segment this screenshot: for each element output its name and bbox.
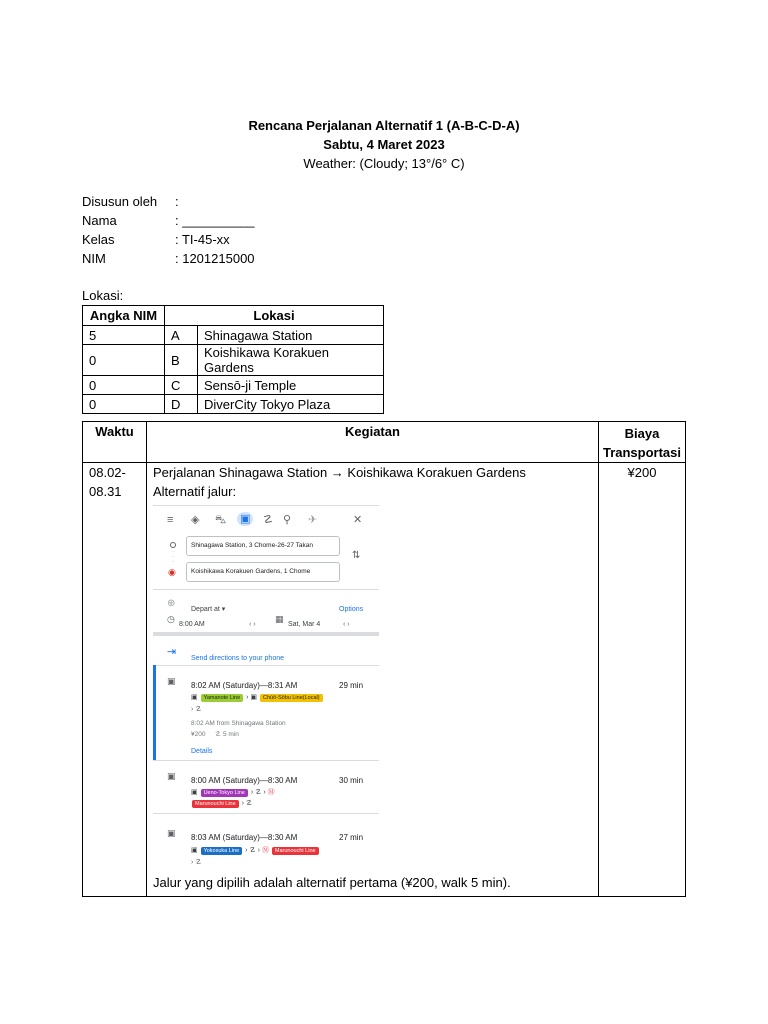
- chevron-right-icon: ›: [246, 694, 249, 701]
- line-badge: Ueno-Tokyo Line: [201, 789, 248, 797]
- train-icon: ▣: [191, 694, 198, 701]
- send-directions-link[interactable]: Send directions to your phone: [191, 655, 285, 662]
- bicycle-icon[interactable]: ⚲: [283, 514, 292, 526]
- depart-date[interactable]: Sat, Mar 4: [288, 621, 321, 628]
- route-description: Perjalanan Shinagawa Station → Koishikawa Korakuen Gardens: [153, 465, 526, 480]
- location-code: C: [165, 376, 198, 395]
- train-icon: ▣: [250, 694, 258, 701]
- metro-icon: Ⓜ: [267, 789, 275, 796]
- nim-digit: 0: [83, 376, 165, 395]
- location-code: A: [165, 326, 198, 345]
- nim-digit: 0: [83, 345, 165, 376]
- location-name: Koishikawa Korakuen Gardens: [198, 345, 384, 376]
- destination-pin-icon: ◉: [168, 567, 176, 577]
- header-kegiatan: Kegiatan: [147, 422, 599, 463]
- nim-digit: 0: [83, 395, 165, 414]
- line-badge: Chūō-Sōbu Line(Local): [260, 694, 323, 702]
- chevron-right-icon: ›: [250, 789, 254, 796]
- route-1-fare: ¥200: [191, 731, 206, 738]
- depart-at-label: Depart at: [191, 606, 220, 613]
- train-icon: ▣: [191, 789, 198, 796]
- origin-icon: [170, 542, 176, 548]
- nim-label: NIM: [82, 251, 106, 266]
- line-badge: Marunouchi Line: [272, 847, 319, 855]
- walk-icon: ☡: [249, 847, 256, 854]
- calendar-icon: ▦: [275, 614, 284, 624]
- chevron-right-icon: ›: [241, 800, 244, 807]
- chevron-right-icon: ›: [245, 847, 248, 854]
- train-icon: ▣: [167, 828, 176, 838]
- table-row: [83, 395, 384, 414]
- route-dots-icon: · · ·: [172, 549, 174, 565]
- location-table-header: [83, 306, 384, 326]
- route-3-walk-steps: › ☡: [191, 859, 202, 866]
- train-icon: ▣: [167, 676, 176, 686]
- author-label: Disusun oleh: [82, 194, 158, 209]
- walk-icon: ☡: [215, 731, 221, 738]
- route-1-details-link[interactable]: Details: [191, 748, 213, 755]
- options-link[interactable]: Options: [339, 606, 364, 613]
- destination-input[interactable]: Koishikawa Korakuen Gardens, 1 Chome: [186, 562, 340, 582]
- route-1-departure: 8:02 AM from Shinagawa Station: [191, 720, 286, 727]
- swap-icon[interactable]: ⇅: [352, 550, 361, 561]
- chevron-down-icon: ▾: [221, 606, 226, 613]
- route-1-lines: [191, 688, 324, 707]
- route-2-lines-cont: [191, 794, 252, 813]
- location-code: B: [165, 345, 198, 376]
- header-biaya-line1: Biaya: [624, 426, 660, 441]
- close-icon[interactable]: ✕: [353, 514, 363, 526]
- activity-cell: [147, 463, 599, 897]
- date-stepper[interactable]: ‹ ›: [343, 621, 350, 628]
- location-table: [82, 305, 384, 414]
- flight-icon[interactable]: ✈: [308, 514, 318, 526]
- clock-icon: ◷: [167, 614, 175, 624]
- header-biaya-line2: Transportasi: [602, 445, 681, 460]
- time-stepper[interactable]: ‹ ›: [249, 621, 256, 628]
- route-3-lines: [191, 841, 320, 860]
- origin-input[interactable]: Shinagawa Station, 3 Chome-26-27 Takan: [186, 536, 340, 556]
- author-value: :: [175, 194, 179, 209]
- location-name: Shinagawa Station: [198, 326, 384, 345]
- alternatives-label: Alternatif jalur:: [153, 484, 237, 499]
- table-row: [83, 376, 384, 395]
- train-icon: ▣: [191, 847, 198, 854]
- document-date: Sabtu, 4 Maret 2023: [323, 137, 445, 152]
- activity-table-header: [83, 422, 686, 463]
- route-1-time[interactable]: 8:02 AM (Saturday)—8:31 AM: [191, 681, 298, 690]
- name-value: : __________: [175, 213, 255, 228]
- lokasi-label: Lokasi:: [82, 288, 124, 303]
- line-badge: Yokosuka Line: [201, 847, 243, 855]
- header-angka-nim: Angka NIM: [83, 306, 165, 326]
- time-cell: [83, 463, 147, 897]
- weather-line: Weather: (Cloudy; 13°/6° C): [303, 156, 465, 171]
- depart-time[interactable]: 8:00 AM: [179, 621, 205, 628]
- menu-icon[interactable]: ≡: [167, 514, 174, 526]
- conclusion-text: Jalur yang dipilih adalah alternatif pertama (¥200, walk 5 min).: [153, 875, 511, 890]
- line-badge: Marunouchi Line: [192, 800, 239, 808]
- class-label: Kelas: [82, 232, 115, 247]
- name-label: Nama: [82, 213, 117, 228]
- table-row: [83, 345, 384, 376]
- add-stop-icon[interactable]: ⊕: [167, 598, 176, 609]
- table-row: [83, 326, 384, 345]
- car-icon[interactable]: ⛍: [215, 514, 227, 526]
- time-start: 08.02-: [89, 465, 126, 480]
- transit-icon[interactable]: ▣: [237, 512, 253, 526]
- chevron-right-icon: ›: [257, 847, 260, 854]
- nim-value: : 1201215000: [175, 251, 255, 266]
- route-3-duration: 27 min: [339, 833, 364, 842]
- route-3-time[interactable]: 8:03 AM (Saturday)—8:30 AM: [191, 833, 298, 842]
- document-title: Rencana Perjalanan Alternatif 1 (A-B-C-D-A): [248, 118, 520, 133]
- cost-cell: ¥200: [598, 463, 685, 897]
- line-badge: Yamanote Line: [201, 694, 244, 702]
- header-biaya: [598, 422, 685, 463]
- location-name: DiverCity Tokyo Plaza: [198, 395, 384, 414]
- time-end: 08.31: [89, 484, 122, 499]
- route-2-duration: 30 min: [339, 776, 364, 785]
- header-waktu: Waktu: [83, 422, 147, 463]
- route-1-walk-steps: › ☡: [191, 706, 202, 713]
- route-2-time[interactable]: 8:00 AM (Saturday)—8:30 AM: [191, 776, 298, 785]
- activity-table: [82, 421, 686, 897]
- maps-screenshot: [153, 505, 379, 873]
- location-name: Sensō-ji Temple: [198, 376, 384, 395]
- train-icon: ▣: [167, 771, 176, 781]
- route-1-duration: 29 min: [339, 681, 364, 690]
- phone-icon: ⇥: [167, 646, 177, 658]
- walk-icon: ☡: [255, 789, 262, 796]
- route-1-walk-time: 5 min: [223, 731, 239, 738]
- chevron-right-icon: ›: [263, 789, 266, 796]
- class-value: : TI-45-xx: [175, 232, 230, 247]
- header-lokasi: Lokasi: [165, 306, 384, 326]
- nim-digit: 5: [83, 326, 165, 345]
- table-row: [83, 463, 686, 897]
- walk-icon[interactable]: ☡: [263, 514, 273, 526]
- best-route-icon[interactable]: ◈: [191, 514, 200, 526]
- metro-icon: Ⓜ: [261, 847, 269, 854]
- location-code: D: [165, 395, 198, 414]
- walk-icon: ☡: [245, 800, 253, 807]
